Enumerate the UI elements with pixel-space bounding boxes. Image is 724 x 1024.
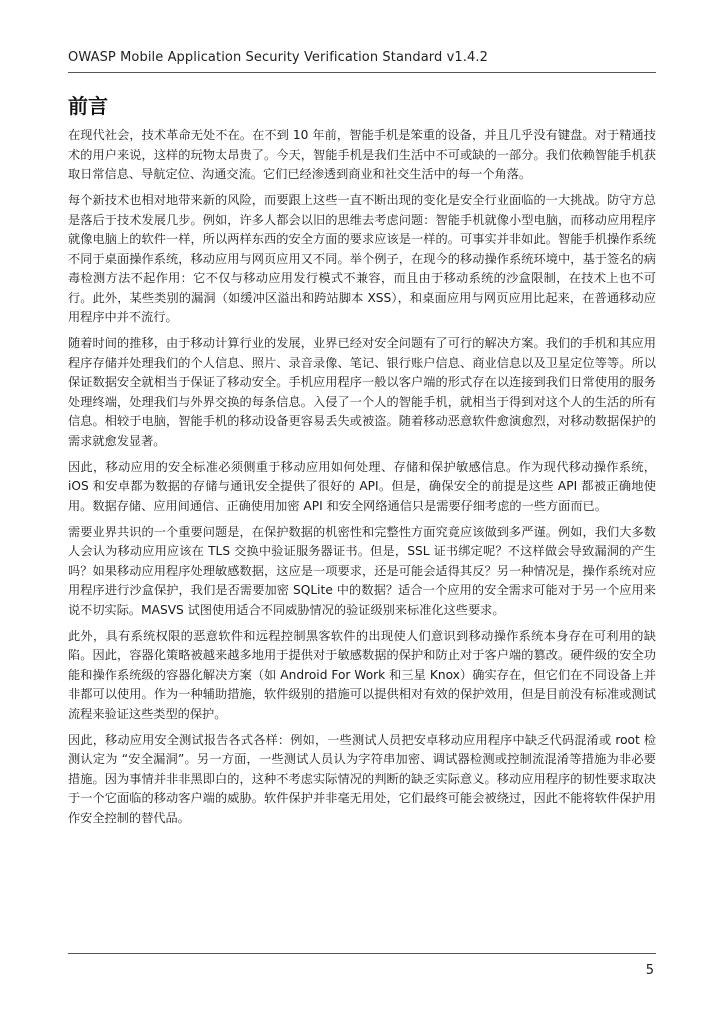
paragraph: 在现代社会，技术革命无处不在。在不到 10 年前，智能手机是笨重的设备，并且几乎没有键盘。对于精通技术的用户来说，这样的玩物太昂贵了。今天，智能手机是我们生活中不可或缺的一部分。我们依赖智能手机获取日常信息、导航定位、沟通交流。它们已经渗透到商业和社交生活中的每一个角落。 — [68, 128, 656, 181]
header-divider — [68, 72, 656, 73]
paragraph: 因此，移动应用的安全标准必须侧重于移动应用如何处理、存储和保护敏感信息。作为现代移动操作系统，iOS 和安卓都为数据的存储与通讯安全提供了很好的 API。但是，确保安全的前提是这些 API 都被正确地使用。数据存储、应用间通信、正确使用加密 API 和安全网络通信只是需要仔细考虑的一些方面而已。 — [68, 459, 656, 513]
paragraph: 随着时间的推移，由于移动计算行业的发展，业界已经对安全问题有了可行的解决方案。我们的手机和其应用程序存储并处理我们的个人信息、照片、录音录像、笔记、银行账户信息、商业信息以及卫星定位等等。所以保证数据安全就相当于保证了移动安全。手机应用程序一般以客户端的形式存在以连接到我们日常使用的服务处理终端，处理我们与外界交换的每条信息。入侵了一个人的智能手机，就相当于得到对这个人的生活的所有信息。相较于电脑，智能手机的移动设备更容易丢失或被盗。随着移动恶意软件愈演愈烈，对移动数据保护的需求就愈发显著。 — [68, 336, 656, 448]
page-number: 5 — [645, 963, 654, 978]
running-header: OWASP Mobile Application Security Verification Standard v1.4.2 — [68, 50, 488, 65]
paragraph: 此外，具有系统权限的恶意软件和远程控制黑客软件的出现使人们意识到移动操作系统本身存在可利用的缺陷。因此，容器化策略被越来越多地用于提供对于敏感数据的保护和防止对于客户端的篡改。硬件级的安全功能和操作系统级的容器化解决方案（如 Android For Work 和三星 Knox）确实存在，但它们在不同设备上并非都可以使用。作为一种辅助措施，软件级别的措施可以提供相对有效的保护效用，但是目前没有标准或测试流程来验证这些类型的保护。 — [68, 628, 656, 721]
chapter-title: 前言 — [68, 94, 108, 118]
paragraph: 因此，移动应用安全测试报告各式各样：例如，一些测试人员把安卓移动应用程序中缺乏代码混淆或 root 检测认定为 “安全漏洞”。另一方面，一些测试人员认为字符串加密、调试器检测或控制流混淆等措施为非必要措施。因为事情并非非黑即白的，这种不考虑实际情况的判断的缺乏实际意义。移动应用程序的韧性要求取决于一个它面临的移动客户端的威胁。软件保护并非毫无用处，它们最终可能会被绕过，因此不能将软件保护用作安全控制的替代品。 — [68, 732, 656, 825]
paragraph: 每个新技术也相对地带来新的风险，而要跟上这些一直不断出现的变化是安全行业面临的一大挑战。防守方总是落后于技术发展几步。例如，许多人都会以旧的思维去考虑问题：智能手机就像小型电脑，而移动应用程序就像电脑上的软件一样，所以两样东西的安全方面的要求应该是一样的。可事实并非如此。智能手机操作系统不同于桌面操作系统，移动应用与网页应用又不同。举个例子，在现今的移动操作系统环境中，基于签名的病毒检测方法不起作用：它不仅与移动应用发行模式不兼容，而且由于移动系统的沙盒限制，在技术上也不可行。此外，某些类别的漏洞（如缓冲区溢出和跨站脚本 XSS），和桌面应用与网页应用比起来，在普通移动应用程序中并不流行。 — [68, 193, 656, 324]
paragraph: 需要业界共识的一个重要问题是，在保护数据的机密性和完整性方面究竟应该做到多严谨。例如，我们大多数人会认为移动应用应该在 TLS 交换中验证服务器证书。但是，SSL 证书绑定呢？不这样做会导致漏洞的产生吗？如果移动应用程序处理敏感数据，这应是一项要求，还是可能会适得其反？另一种情况是，操作系统对应用程序进行沙盒保护，我们是否需要加密 SQLite 中的数据？适合一个应用的安全需求可能对于另一个应用来说不切实际。MASVS 试图使用适合不同威胁情况的验证级别来标准化这些要求。 — [68, 524, 656, 617]
footer-divider — [68, 953, 656, 954]
body-text — [68, 126, 656, 835]
